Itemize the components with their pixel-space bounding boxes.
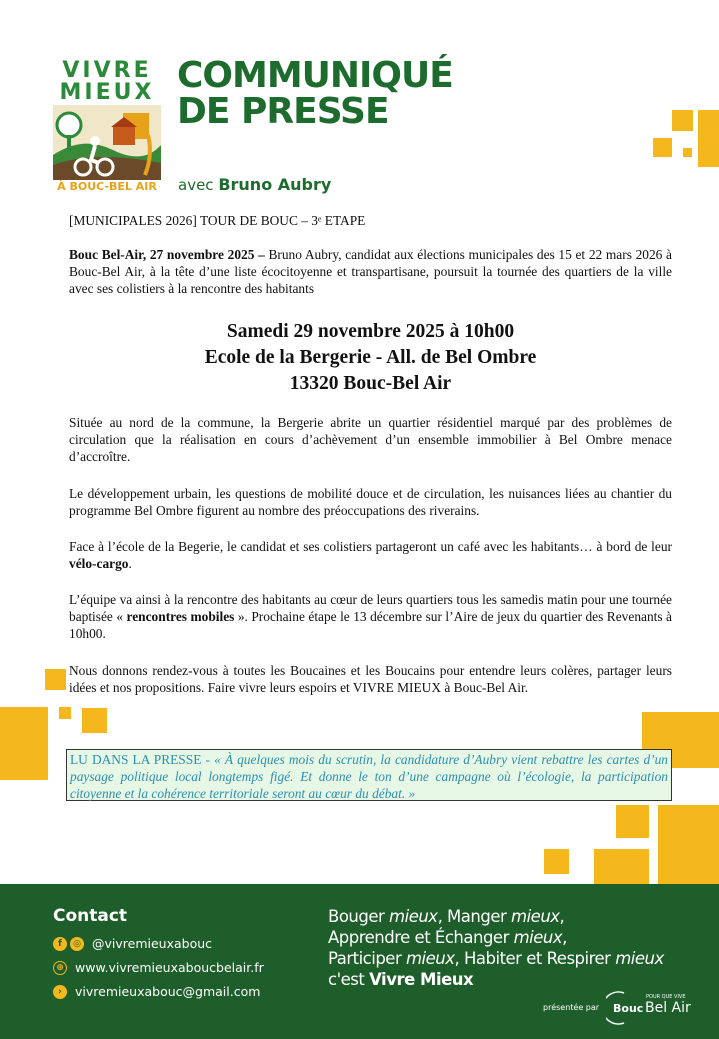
deco-square bbox=[683, 148, 692, 157]
social-handle[interactable]: @vivremieuxabouc bbox=[92, 936, 213, 951]
press-quote-box bbox=[66, 749, 672, 801]
slogan-line1: Bouger mieux, Manger mieux, bbox=[328, 907, 565, 926]
paragraph-4-end: ». Prochaine étape le 13 décembre sur l’Aire de jeux du quartier des Revenants à 10h00. bbox=[69, 609, 672, 641]
paragraph-3-text: Face à l’école de la Begerie, le candidat et ses colistiers partageront un café avec les habitants… à bord de leur bbox=[69, 539, 672, 554]
paragraph-4-text: L’équipe va ainsi à la rencontre des habitants au cœur de leurs quartiers tous les samedis matin pour une tournée baptisée « bbox=[69, 592, 672, 624]
deco-square bbox=[594, 849, 649, 884]
deco-square bbox=[45, 669, 66, 690]
deco-square bbox=[544, 849, 569, 874]
paragraph-1-text: Située au nord de la commune, la Bergerie abrite un quartier résidentiel marqué par des problèmes de circulation que la réalisation en cours d’achèvement d’un ensemble immobilier à Bel Ombre menace d’accroître. bbox=[69, 415, 672, 464]
rencontres-mobiles-bold: rencontres mobiles bbox=[126, 609, 235, 624]
contact-website bbox=[53, 960, 264, 975]
paragraph-5 bbox=[69, 662, 672, 696]
paragraph-3-end: . bbox=[128, 556, 132, 571]
event-place: Ecole de la Bergerie - All. de Bel Ombre bbox=[204, 347, 537, 368]
quote-text: « À quelques mois du scrutin, la candidature d’Aubry vient rebattre les cartes d’un paysage politique local longtemps figé. Et donne le ton d’une campagne où l’écologie, la participation citoyenne et la cohérence territoriale seront au cœur du débat. » bbox=[70, 752, 668, 801]
contact-title: Contact bbox=[53, 906, 128, 926]
slogan-line4: c'est Vivre Mieux bbox=[328, 970, 474, 989]
deco-square bbox=[672, 110, 693, 131]
intro-text: Bruno Aubry, candidat aux élections municipales des 15 et 22 mars 2026 à Bouc-Bel Air, à la tête d’une liste écocitoyenne et transpartisane, poursuit la tournée des quartiers de la ville avec ses colistiers à la rencontre des habitants bbox=[69, 247, 672, 296]
avec-label: avec bbox=[178, 176, 214, 194]
title-line2: DE PRESSE bbox=[177, 91, 389, 132]
footer bbox=[0, 884, 719, 1039]
paragraph-3 bbox=[69, 538, 672, 572]
quote-label: LU DANS LA PRESSE - bbox=[70, 752, 215, 767]
logo-subtitle: À BOUC-BEL AIR bbox=[57, 180, 157, 193]
event-date: Samedi 29 novembre 2025 à 10h00 bbox=[226, 321, 515, 342]
paragraph-2-text: Le développement urbain, les questions de mobilité douce et de circulation, les nuisances liées au chantier du programme Bel Ombre figurent au nombre des préoccupations des riverains. bbox=[69, 486, 672, 518]
slogan-line2: Apprendre et Échanger mieux, bbox=[328, 928, 567, 947]
paragraph-1 bbox=[69, 414, 672, 465]
deco-square bbox=[653, 138, 672, 157]
deco-square bbox=[0, 707, 48, 780]
globe-icon: ⊕ bbox=[53, 961, 67, 975]
chevron-right-icon: › bbox=[53, 985, 67, 999]
logo-illustration-icon bbox=[53, 105, 161, 180]
logo-line2: MIEUX bbox=[59, 80, 155, 105]
press-heading: [MUNICIPALES 2026] TOUR DE BOUC – 3ᵉ ETAPE bbox=[69, 213, 366, 228]
deco-square bbox=[82, 708, 107, 733]
deco-square bbox=[59, 707, 71, 719]
logo-line1: VIVRE bbox=[62, 58, 152, 83]
deco-square bbox=[658, 805, 719, 884]
intro-paragraph bbox=[69, 246, 672, 297]
deco-square bbox=[698, 110, 719, 167]
instagram-icon: ◎ bbox=[70, 937, 84, 951]
paragraph-4 bbox=[69, 591, 672, 642]
deco-square bbox=[616, 805, 649, 838]
candidate-name: Bruno Aubry bbox=[218, 175, 332, 194]
contact-social bbox=[53, 936, 212, 951]
event-details bbox=[69, 319, 672, 397]
paragraph-2 bbox=[69, 485, 672, 519]
intro-lead: Bouc Bel-Air, 27 novembre 2025 – bbox=[69, 247, 265, 262]
title-line1: COMMUNIQUÉ bbox=[177, 55, 453, 96]
email-link[interactable]: vivremieuxabouc@gmail.com bbox=[75, 984, 261, 999]
partner-subtitle: POUR QUE VIVE bbox=[646, 994, 686, 1000]
facebook-icon: f bbox=[53, 937, 67, 951]
slogan-line3: Participer mieux, Habiter et Respirer mieux bbox=[328, 949, 664, 968]
partner-name-1: Bouc bbox=[613, 1002, 644, 1015]
website-link[interactable]: www.vivremieuxaboucbelair.fr bbox=[75, 960, 264, 975]
slogan bbox=[328, 906, 664, 990]
heading-line bbox=[69, 212, 672, 229]
page-title bbox=[177, 55, 453, 132]
velo-cargo-bold: vélo-cargo bbox=[69, 556, 129, 571]
candidate-line bbox=[178, 175, 331, 194]
event-city: 13320 Bouc-Bel Air bbox=[289, 373, 452, 394]
paragraph-5-text: Nous donnons rendez-vous à toutes les Boucaines et les Boucains pour entendre leurs colères, partager leurs idées et nos propositions. Faire vivre leurs espoirs et VIVRE MIEUX à Bouc-Bel Air. bbox=[69, 663, 672, 695]
partner-name-2: Bel Air bbox=[645, 1000, 691, 1016]
contact-email bbox=[53, 984, 260, 999]
vivre-mieux-logo bbox=[53, 60, 161, 195]
presented-by: présentée par bbox=[543, 1003, 600, 1012]
